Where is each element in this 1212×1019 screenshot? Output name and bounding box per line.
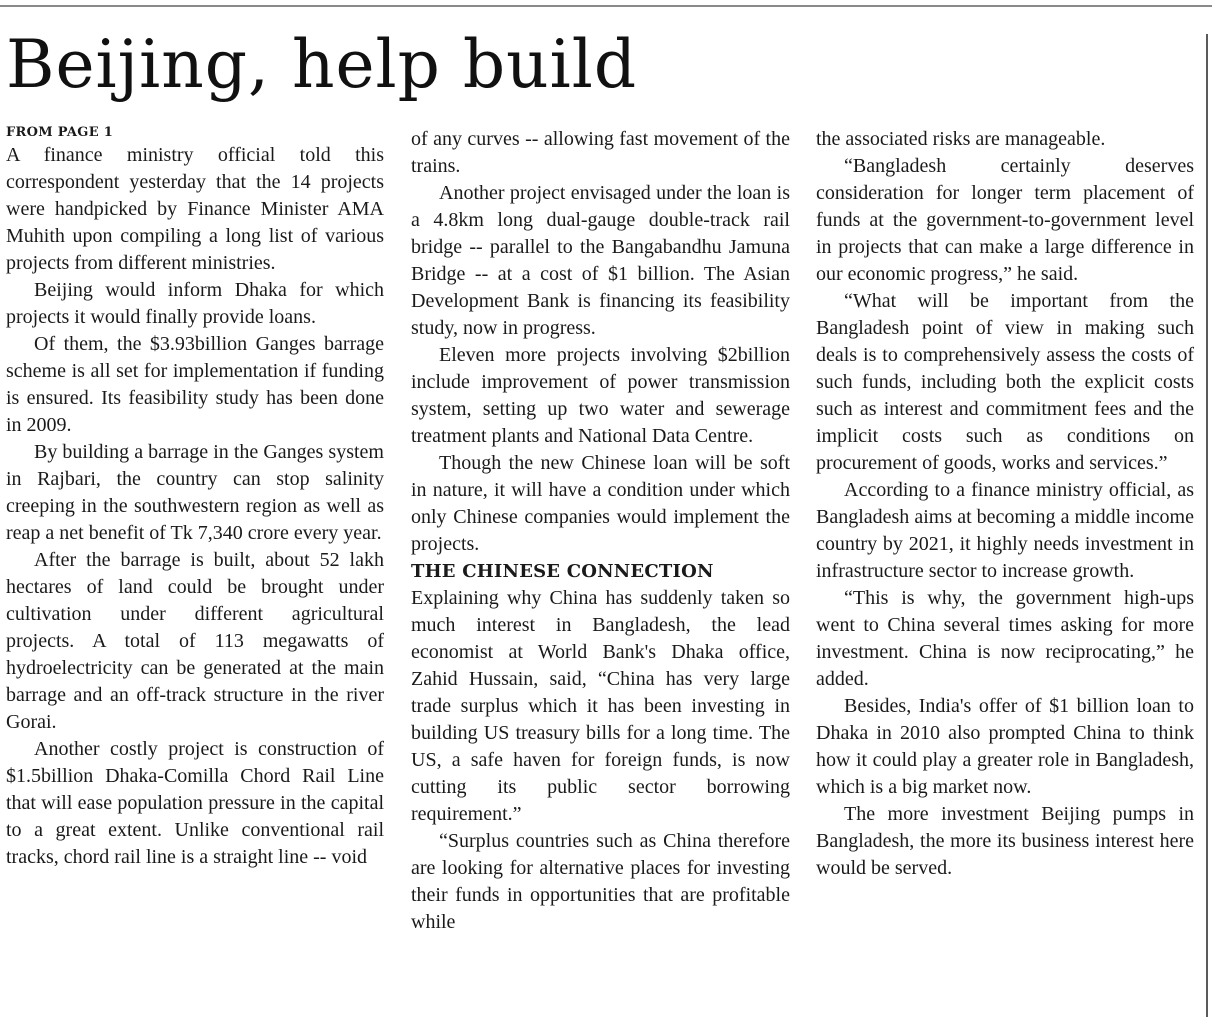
column-rule-right (1206, 34, 1208, 1017)
paragraph: “What will be important from the Bangladesh point of view in making such deals is to comprehensively assess the costs of such funds, including both the explicit costs such as interest and commitment fees and the implicit costs such as conditions on procurement of goods, works and services.” (816, 290, 1194, 474)
paragraph: Though the new Chinese loan will be soft in nature, it will have a condition under which only Chinese companies would implement the projects. (411, 452, 790, 555)
paragraph: The more investment Beijing pumps in Bangladesh, the more its business interest here would be served. (816, 803, 1194, 879)
paragraph: Another project envisaged under the loan is a 4.8km long dual-gauge double-track rail bridge -- parallel to the Bangabandhu Jamuna Bridge -- at a cost of $1 billion. The Asian Development Bank is financing its feasibility study, now in progress. (411, 182, 790, 339)
paragraph: Beijing would inform Dhaka for which projects it would finally provide loans. (6, 279, 384, 328)
paragraph: By building a barrage in the Ganges system in Rajbari, the country can stop salinity creeping in the southwestern region as well as reap a net benefit of Tk 7,340 crore every year. (6, 441, 384, 544)
paragraph: Explaining why China has suddenly taken so much interest in Bangladesh, the lead economist at World Bank's Dhaka office, Zahid Hussain, said, “China has very large trade surplus which it has been investing in building US treasury bills for a long time. The US, a safe haven for foreign funds, is now cutting its public sector borrowing requirement.” (411, 587, 790, 825)
kicker: FROM PAGE 1 (6, 125, 114, 140)
paragraph: of any curves -- allowing fast movement of the trains. (411, 128, 790, 177)
subhead: THE CHINESE CONNECTION (411, 561, 714, 582)
paragraph: After the barrage is built, about 52 lakh hectares of land could be brought under cultivation under different agricultural projects. A total of 113 megawatts of hydroelectricity can be generated at the main barrage and an off-track structure in the river Gorai. (6, 549, 384, 733)
paragraph: the associated risks are manageable. (816, 128, 1106, 150)
paragraph: “Surplus countries such as China therefore are looking for alternative places for investing their funds in opportunities that are profitable while (411, 830, 790, 933)
paragraph: Besides, India's offer of $1 billion loan to Dhaka in 2010 also prompted China to think how it could play a greater role in Bangladesh, which is a big market now. (816, 695, 1194, 798)
paragraph: Another costly project is construction of $1.5billion Dhaka-Comilla Chord Rail Line that will ease population pressure in the capital to a great extent. Unlike conventional rail tracks, chord rail line is a straight line -- void (6, 738, 384, 868)
paragraph: Of them, the $3.93billion Ganges barrage scheme is all set for implementation if funding is ensured. Its feasibility study has been done in 2009. (6, 333, 384, 436)
paragraph: A finance ministry official told this correspondent yesterday that the 14 projects were handpicked by Finance Minister AMA Muhith upon compiling a long list of various projects from different ministries. (6, 144, 384, 274)
paragraph: “This is why, the government high-ups went to China several times asking for more investment. China is now reciprocating,” he added. (816, 587, 1194, 690)
article-column-3 (816, 126, 1194, 1019)
paragraph: According to a finance ministry official, as Bangladesh aims at becoming a middle income country by 2021, it highly needs investment in infrastructure sector to increase growth. (816, 479, 1194, 582)
article-column-2 (411, 126, 790, 1019)
paragraph: “Bangladesh certainly deserves consideration for longer term placement of funds at the government-to-government level in projects that can make a large difference in our economic progress,” he said. (816, 155, 1194, 285)
top-rule (0, 5, 1212, 7)
paragraph: Eleven more projects involving $2billion include improvement of power transmission system, setting up two water and sewerage treatment plants and National Data Centre. (411, 344, 790, 447)
headline: Beijing, help build (6, 26, 638, 103)
article-column-1 (6, 124, 384, 1017)
